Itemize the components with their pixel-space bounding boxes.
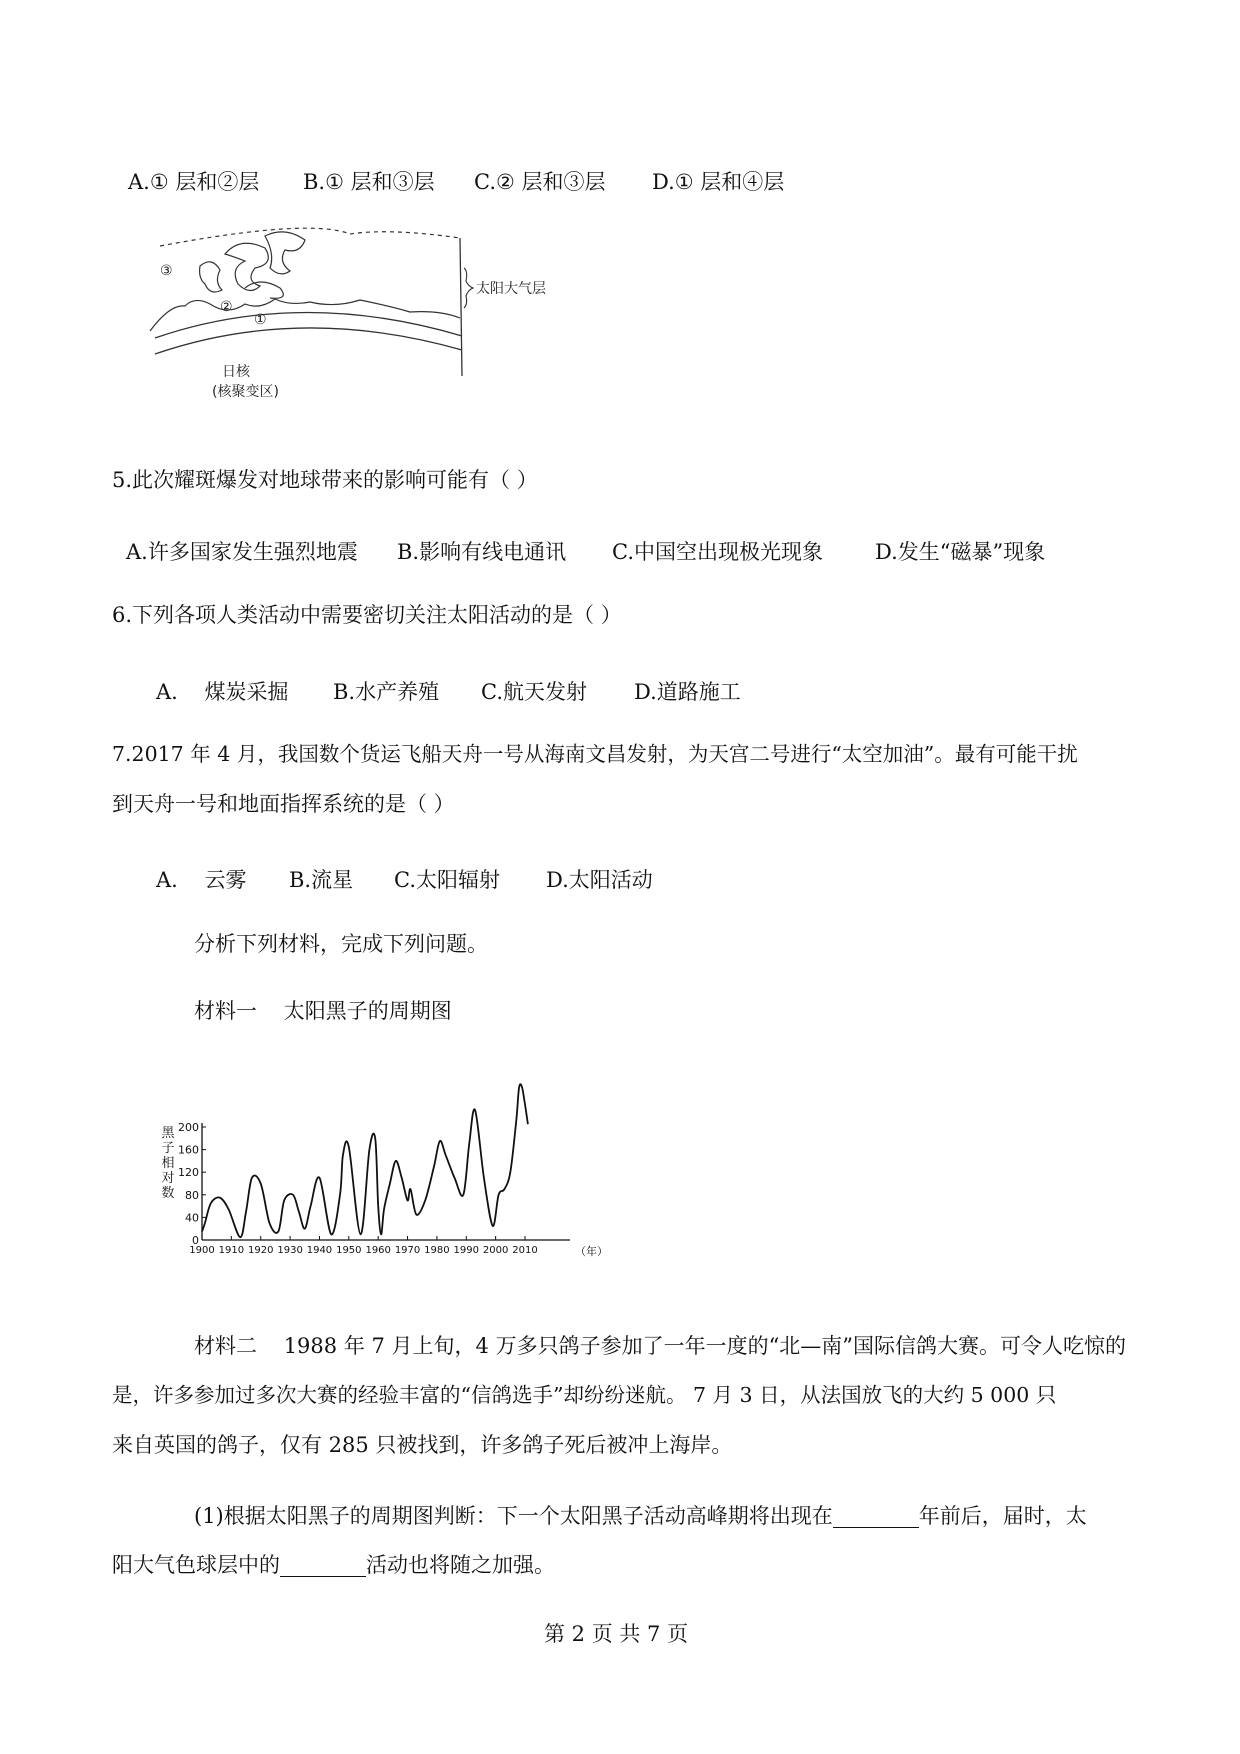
q7-stem-line-2: 到天舟一号和地面指挥系统的是（ ）	[112, 792, 455, 816]
q1-line-2-text-b: 活动也将随之加强。	[366, 1553, 555, 1577]
prominence-2	[265, 232, 305, 274]
q1-line-1-text-a: (1)根据太阳黑子的周期图判断：下一个太阳黑子活动高峰期将出现在	[194, 1504, 833, 1528]
x-tick-labels	[189, 1245, 537, 1256]
y-axis-label	[161, 1126, 175, 1201]
x-tick-label: 1920	[248, 1245, 274, 1256]
material-2-line-1: 材料二 1988 年 7 月上旬，4 万多只鸽子参加了一年一度的“北—南”国际信鸽大赛。可令人吃惊的	[194, 1334, 1127, 1358]
sunspot-series-line	[202, 1084, 528, 1237]
q4-option-c: C.② 层和③层	[474, 170, 606, 194]
q1-line-1-text-b: 年前后，届时，太	[918, 1504, 1087, 1528]
q1-line-1	[194, 1506, 1087, 1528]
y-tick-label: 160	[178, 1143, 199, 1157]
page-footer: 第 2 页 共 7 页	[544, 1622, 689, 1646]
y-tick-label: 40	[185, 1211, 199, 1225]
y-tick-label: 120	[178, 1166, 199, 1180]
x-tick-label: 1990	[453, 1245, 479, 1256]
right-edge	[460, 238, 462, 376]
y-tick-label: 80	[185, 1188, 199, 1202]
sunspot-cycle-chart	[150, 1055, 620, 1260]
q6-option-b: B.水产养殖	[333, 680, 440, 704]
q6-option-c: C.航天发射	[481, 680, 587, 704]
q6-option-a: A. 煤炭采掘	[156, 680, 289, 704]
q7-option-b: B.流星	[289, 868, 354, 892]
core-boundary	[155, 328, 462, 354]
q7-option-a: A. 云雾	[156, 868, 247, 892]
sun-structure-figure	[150, 226, 546, 404]
y-axis-label-char: 相	[161, 1156, 175, 1171]
core-note-label: (核聚变区)	[212, 384, 279, 400]
q4-option-a: A.① 层和②层	[128, 170, 260, 194]
y-tick-label: 0	[192, 1234, 199, 1247]
x-tick-label: 1910	[218, 1245, 245, 1256]
x-tick-label: 1970	[394, 1245, 421, 1256]
prominence-3	[200, 262, 222, 292]
x-tick-label: 1980	[424, 1245, 450, 1256]
material-1-title: 材料一 太阳黑子的周期图	[194, 999, 452, 1023]
analysis-intro: 分析下列材料，完成下列问题。	[194, 932, 488, 956]
photosphere-boundary	[155, 312, 462, 338]
x-tick-label: 1900	[189, 1245, 215, 1256]
q7-option-d: D.太阳活动	[546, 868, 653, 892]
q6-option-d: D.道路施工	[634, 680, 741, 704]
corona-boundary	[160, 228, 460, 246]
core-label: 日核	[222, 364, 250, 380]
q5-option-c: C.中国空出现极光现象	[612, 540, 823, 564]
q1-blank-activity[interactable]	[280, 1555, 366, 1577]
layer-2-label: ②	[220, 299, 233, 315]
q1-line-2	[112, 1555, 555, 1577]
layer-1-label: ①	[254, 312, 267, 328]
x-tick-label: 1930	[277, 1245, 303, 1256]
x-tick-label: 2000	[482, 1245, 509, 1256]
y-tick-label: 200	[178, 1121, 199, 1134]
x-tick-label: 1960	[365, 1245, 391, 1256]
q5-stem: 5.此次耀斑爆发对地球带来的影响可能有（ ）	[112, 468, 538, 492]
prominence-1	[225, 243, 268, 290]
atmosphere-label: 太阳大气层	[476, 281, 546, 297]
q7-stem-line-1: 7.2017 年 4 月，我国数个货运飞船天舟一号从海南文昌发射，为天宫二号进行“太空加油”。最有可能干扰	[112, 742, 1078, 766]
q1-line-2-text-a: 阳大气色球层中的	[112, 1553, 280, 1577]
q4-option-b: B.① 层和③层	[303, 170, 435, 194]
q5-option-b: B.影响有线电通讯	[397, 540, 567, 564]
material-2-line-3: 来自英国的鸽子，仅有 285 只被找到，许多鸽子死后被冲上海岸。	[112, 1433, 733, 1457]
layer-3-label: ③	[160, 263, 173, 279]
x-tick-label: 1940	[306, 1245, 333, 1256]
atmosphere-brace	[464, 268, 473, 308]
y-axis-label-char: 黑	[161, 1126, 175, 1141]
q6-stem: 6.下列各项人类活动中需要密切关注太阳活动的是（ ）	[112, 603, 622, 627]
x-tick-label: 2010	[512, 1245, 538, 1256]
x-tick-label: 1950	[336, 1245, 362, 1256]
q7-option-c: C.太阳辐射	[394, 868, 500, 892]
y-axis-label-char: 子	[161, 1141, 175, 1156]
q1-blank-year[interactable]	[833, 1506, 919, 1528]
q4-option-d: D.① 层和④层	[652, 170, 785, 194]
q5-option-a: A.许多国家发生强烈地震	[126, 540, 358, 564]
y-axis-label-char: 对	[161, 1171, 175, 1186]
y-tick-labels	[178, 1121, 199, 1247]
x-axis-label: （年）	[575, 1245, 608, 1258]
q5-option-d: D.发生“磁暴”现象	[875, 540, 1046, 564]
y-axis-label-char: 数	[161, 1186, 175, 1201]
material-2-line-2: 是，许多参加过多次大赛的经验丰富的“信鸽选手”却纷纷迷航。 7 月 3 日，从法国放飞的大约 5 000 只	[112, 1383, 1057, 1407]
